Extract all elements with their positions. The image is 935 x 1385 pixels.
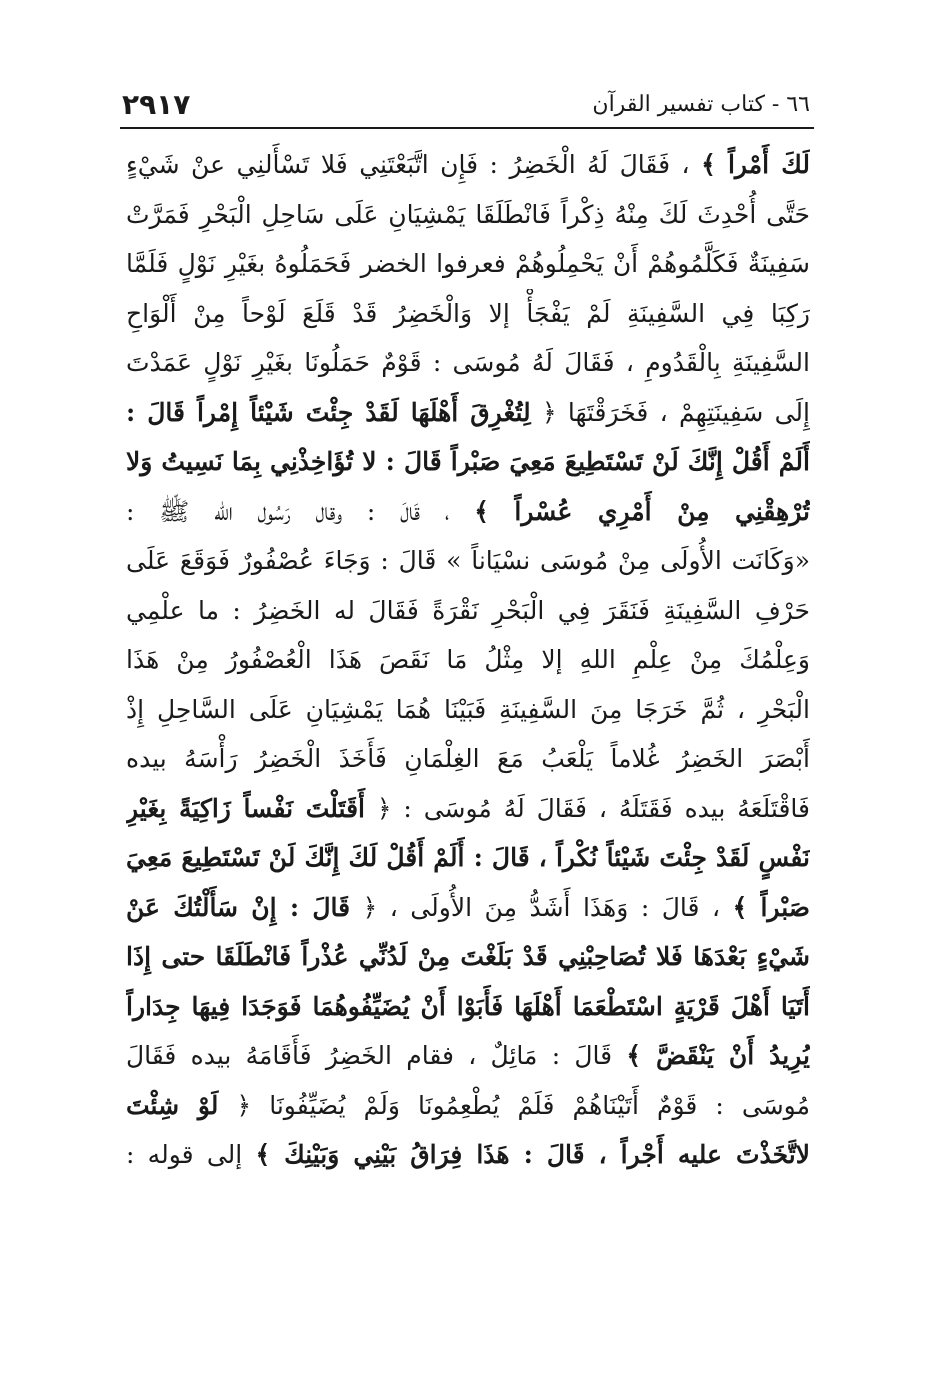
text-line [126, 883, 810, 933]
quran-quote-segment: أَلَمْ أَقُلْ إِنَّكَ لَنْ تَسْتَطِيعَ مَعِيَ صَبْراً قَالَ : لا تُؤَاخِذْنِي بِمَا نَسِيتُ وَلا [126, 447, 810, 476]
text-line [126, 1031, 810, 1081]
quran-quote-segment: تُرْهِقْنِي مِنْ أَمْرِي عُسْراً ﴾ [474, 496, 810, 526]
quran-quote-segment: لَوْ شِئْتَ [126, 1090, 219, 1120]
text-segment: حَرْفِ السَّفِينَةِ فَنَقَرَ فِي الْبَحْرِ نَقْرَةً فَقَالَ له الخَضِرُ : ما علْمِي [126, 595, 810, 625]
quran-quote-segment: لِتُغْرِقَ أَهْلَهَا لَقَدْ جِئْتَ شَيْئاً إِمْراً قَالَ : [126, 397, 531, 427]
quran-quote-segment: لَكَ أَمْراً ﴾ [701, 150, 810, 179]
text-line [126, 239, 810, 289]
text-segment: رَكِبَا فِي السَّفِينَةِ لَمْ يَفْجَأْ إلا وَالْخَضِرُ قَدْ قَلَعَ لَوْحاً مِنْ أَلْوَاحِ [126, 298, 810, 328]
quran-quote-segment: أَتَيَا أَهْلَ قَرْيَةٍ اسْتَطْعَمَا أَهْلَهَا فَأَبَوْا أَنْ يُضَيِّفُوهُمَا فَوَجَدَا فِيهَا جِدَاراً [126, 991, 810, 1021]
text-line [126, 487, 810, 537]
text-line [126, 635, 810, 685]
quran-quote-segment: نَفْسٍ لَقَدْ جِئْتَ شَيْئاً نُكْراً ، قَالَ : أَلَمْ أَقُلْ لَكَ إِنَّكَ لَنْ تَسْتَطِيعَ مَعِيَ [126, 843, 810, 872]
text-line [126, 1130, 810, 1180]
text-line [126, 932, 810, 982]
text-line [126, 289, 810, 339]
text-line [126, 586, 810, 636]
text-segment: فَاقْتَلَعَهُ بيده فَقَتَلَهُ ، فَقَالَ لَهُ مُوسَى : ﴿ [364, 793, 810, 823]
page-number: ٢٩١٧ [122, 87, 191, 121]
text-segment: ، قَالَ : وقال رَسُول الله ﷺ : [126, 496, 475, 526]
text-segment: وَعِلْمُكَ مِنْ عِلْمِ اللهِ إلا مِثْلُ مَا نَقَصَ هَذَا الْعُصْفُورُ مِنْ هَذَا [126, 645, 810, 674]
quran-quote-segment: شَيْءٍ بَعْدَهَا فَلا تُصَاحِبْنِي قَدْ بَلَغْتَ مِنْ لَدُنِّي عُذْراً فَانْطَلَقَا حتى إِذَا [126, 942, 810, 971]
text-line [126, 140, 810, 190]
running-title: ٦٦ - كتاب تفسير القرآن [592, 91, 810, 117]
text-segment: قَالَ : مَائِلٌ ، فقام الخَضِرُ فَأَقَامَهُ بيده فَقَالَ [126, 1041, 627, 1070]
text-segment: «وَكَانَت الأُولَى مِنْ مُوسَى نسْيَاناً » قَالَ : وَجَاءَ عُصْفُورٌ فَوَقَعَ عَلَى [126, 546, 810, 575]
text-line [126, 437, 810, 487]
text-segment: إِلَى سَفِينَتِهِمْ ، فَخَرَقْتَهَا ﴿ [530, 397, 810, 427]
text-line [126, 1081, 810, 1131]
text-line [126, 784, 810, 834]
text-segment: ، قَالَ : وَهَذَا أَشَدُّ مِنَ الأُولَى ، ﴿ [350, 892, 733, 922]
text-segment: حَتَّى أُحْدِثَ لَكَ مِنْهُ ذِكْراً فَانْطَلَقَا يَمْشِيَانِ عَلَى سَاحِلِ الْبَحْرِ فَمَرَّتْ [126, 199, 810, 229]
text-line [126, 982, 810, 1032]
text-segment: أَبْصَرَ الخَضِرُ غُلاماً يَلْعَبُ مَعَ الغِلْمَانِ فَأَخَذَ الْخَضِرُ رَأْسَهُ بيده [126, 744, 810, 773]
quran-quote-segment: أَقَتَلْتَ نَفْساً زَاكِيَةً بِغَيْرِ [126, 793, 365, 823]
text-line [126, 833, 810, 883]
quran-quote-segment: قَالَ : إِنْ سَأَلْتُكَ عَنْ [126, 892, 351, 922]
text-segment: الْبَحْرِ ، ثُمَّ خَرَجَا مِنَ السَّفِينَةِ فَبَيْنَا هُمَا يَمْشِيَانِ عَلَى السَّاحِلِ إِذْ [126, 694, 810, 724]
text-line [126, 685, 810, 735]
text-segment: إلى قوله : [126, 1140, 256, 1169]
text-segment: ، فَقَالَ لَهُ الْخَضِرُ : فَإِن اتَّبَعْتَنِي فَلا تَسْأَلنِي عنْ شَيْءٍ [126, 150, 702, 179]
quran-quote-segment: يُرِيدُ أَنْ يَنْقَضَّ ﴾ [626, 1041, 810, 1070]
text-segment: مُوسَى : قَوْمٌ أَتَيْنَاهُمْ فَلَمْ يُطْعِمُونَا وَلَمْ يُضَيِّفُونَا ﴿ [218, 1090, 810, 1120]
text-line [126, 388, 810, 438]
header-rule [120, 127, 814, 129]
body-text [126, 140, 810, 1180]
quran-quote-segment: لاتَّخَذْتَ عليه أَجْراً ، قَالَ : هَذَا فِرَاقُ بَيْنِي وَبَيْنِكَ ﴾ [255, 1140, 810, 1169]
text-line [126, 190, 810, 240]
text-segment: سَفِينَةٌ فَكَلَّمُوهُمْ أَنْ يَحْمِلُوهُمْ فعرفوا الخضر فَحَمَلُوهُ بغَيْرِ نَوْلٍ فَلَمَّا [126, 249, 810, 278]
text-line [126, 734, 810, 784]
text-line [126, 338, 810, 388]
text-line [126, 536, 810, 586]
page-header [122, 84, 810, 124]
text-segment: السَّفِينَةِ بِالْقَدُومِ ، فَقَالَ لَهُ مُوسَى : قَوْمٌ حَمَلُونَا بغَيْرِ نَوْلٍ عَمَدْتَ [126, 348, 810, 377]
quran-quote-segment: صَبْراً ﴾ [732, 892, 810, 922]
